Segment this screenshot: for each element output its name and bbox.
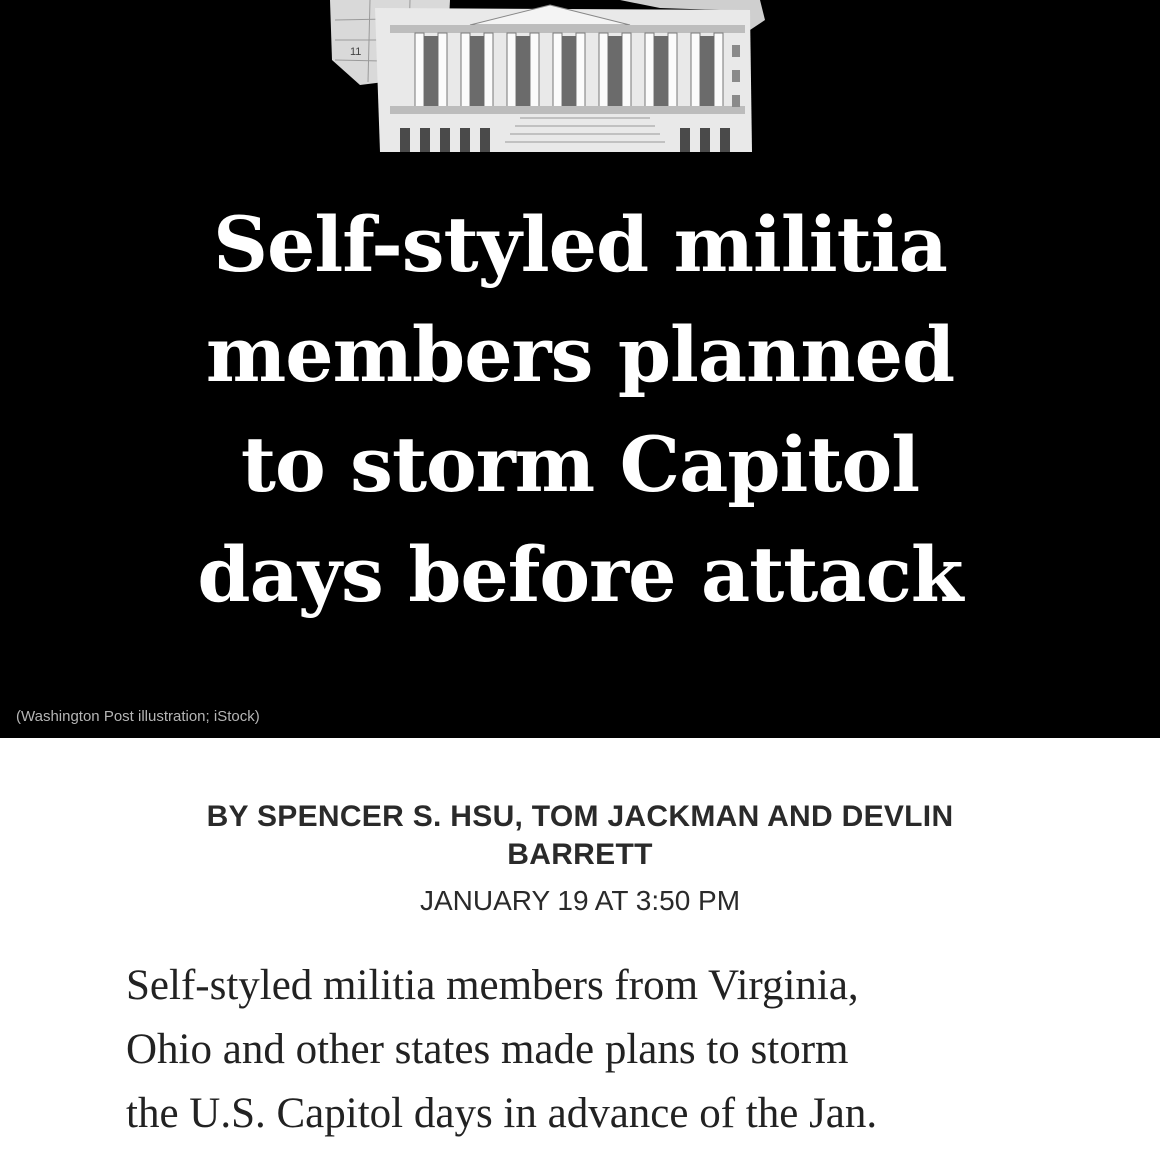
headline-line: days before attack	[197, 530, 963, 619]
publish-date: JANUARY 19 AT 3:50 PM	[419, 885, 741, 916]
byline: BY SPENCER S. HSU, TOM JACKMAN AND DEVLIN BARRETT	[206, 800, 954, 871]
capitol-illustration	[320, 0, 780, 160]
byline-block	[0, 790, 1160, 920]
lede-line: the U.S. Capitol days in advance of the Jan.	[126, 1090, 878, 1137]
illustration-page-number: 11	[350, 46, 362, 58]
article-headline	[80, 190, 1080, 630]
lede-line: Self-styled militia members from Virginia,	[126, 962, 859, 1009]
lede-line: Ohio and other states made plans to storm	[126, 1026, 849, 1073]
headline-line: members planned	[205, 310, 955, 399]
headline-line: Self-styled militia	[213, 200, 947, 289]
image-credit: (Washington Post illustration; iStock)	[16, 708, 260, 725]
article-lede	[126, 954, 1036, 1146]
headline-line: to storm Capitol	[240, 420, 920, 509]
